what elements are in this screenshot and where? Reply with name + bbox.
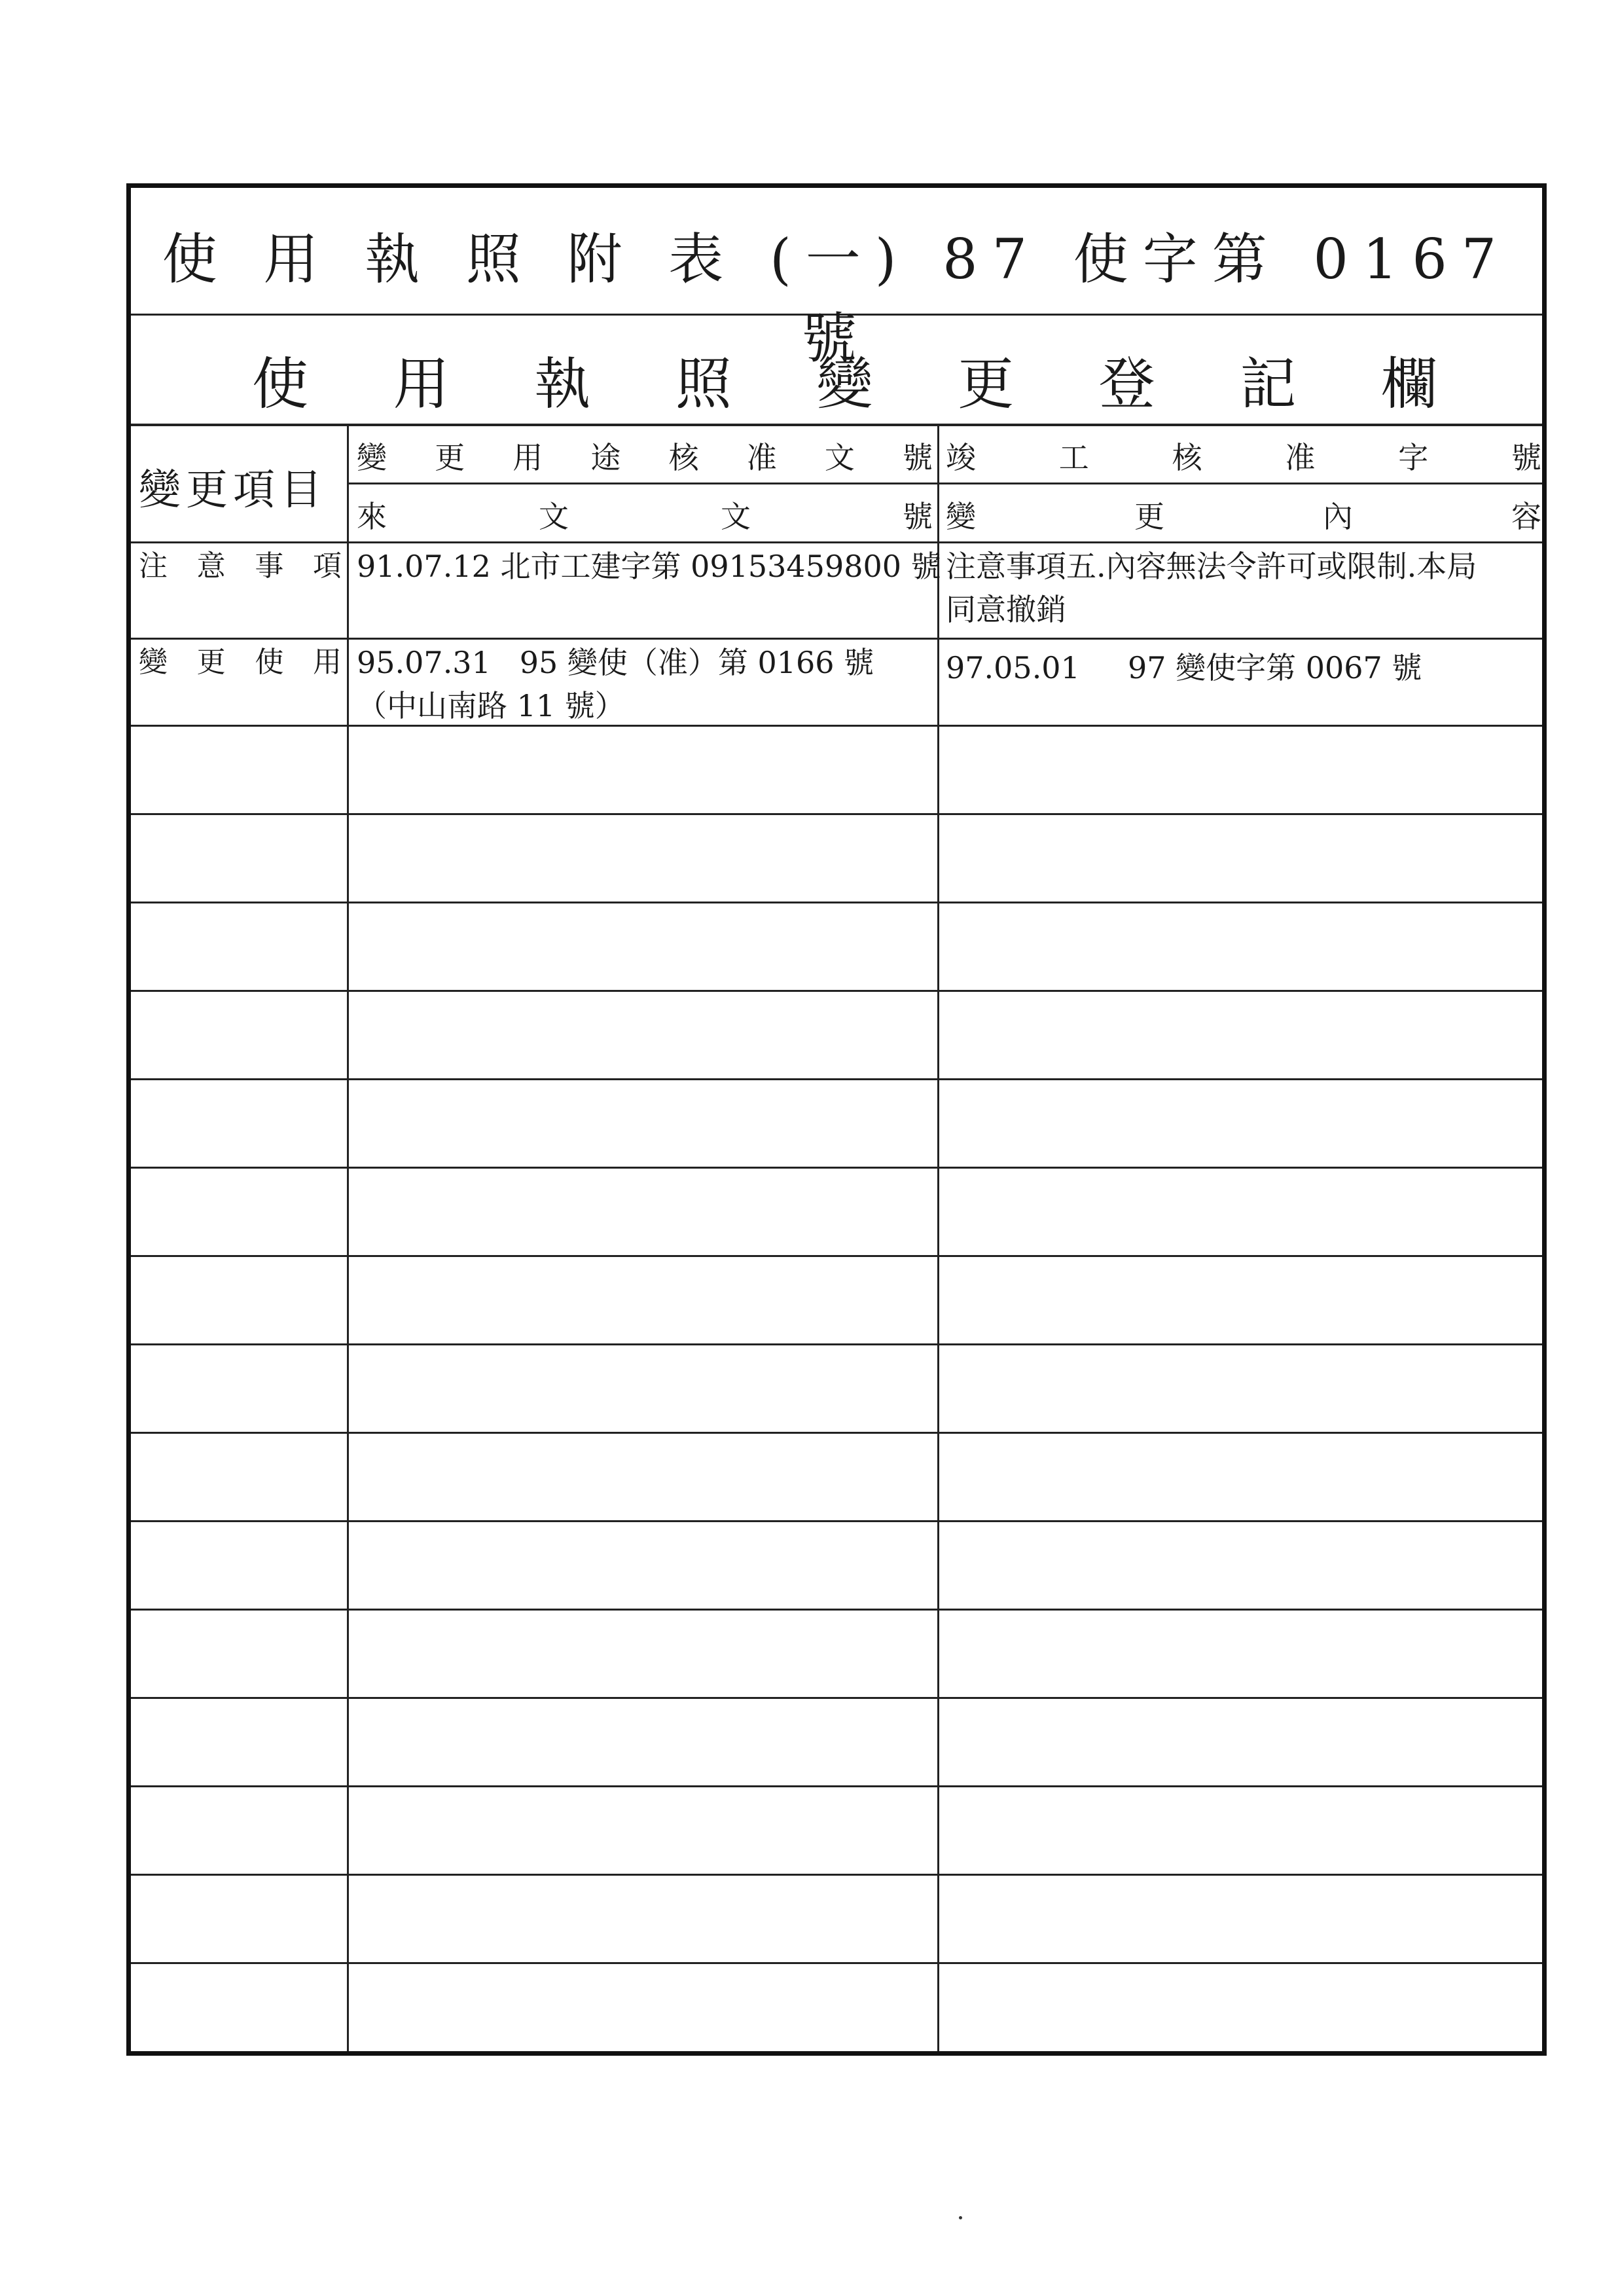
- row-doc-number: 95.07.31 95 變使（准）第 0166 號 （中山南路 11 號）: [357, 645, 874, 723]
- title-row: [131, 188, 1542, 371]
- header-change-item: [139, 456, 327, 517]
- header-char: 核: [668, 440, 699, 475]
- header-char: 號: [1511, 440, 1541, 475]
- header-change-content: [946, 493, 1541, 532]
- row-line: [131, 1255, 1542, 1257]
- header-char: 內: [1323, 499, 1353, 534]
- scan-speck: [959, 2216, 962, 2219]
- section-title-char: 執: [534, 352, 591, 417]
- header-char: 核: [1172, 440, 1202, 475]
- section-title-char: 記: [1240, 352, 1297, 417]
- row-line: [131, 1874, 1542, 1876]
- row-line: [131, 902, 1542, 903]
- header-char: 號: [903, 499, 933, 534]
- header-approval-doc-no: [357, 434, 933, 473]
- row-line: [131, 1609, 1542, 1611]
- item-char: 更: [196, 646, 226, 679]
- item-char: 項: [312, 549, 342, 583]
- row-change-content: 97.05.01 97 變使字第 0067 號: [946, 650, 1422, 685]
- column-divider: [937, 424, 939, 2051]
- item-char: 注: [139, 549, 168, 583]
- header-char: 用: [512, 440, 543, 475]
- row-line: [131, 1432, 1542, 1434]
- subtitle-row: [131, 314, 1542, 426]
- header-char: 項: [233, 466, 280, 515]
- header-char: 變: [946, 499, 976, 534]
- row-line: [131, 1697, 1542, 1699]
- header-incoming-doc-no: [357, 493, 933, 532]
- header-char: 途: [590, 440, 621, 475]
- header-char: 更: [1134, 499, 1164, 534]
- row-line: [131, 1520, 1542, 1522]
- row-line: [131, 1167, 1542, 1169]
- section-title-char: 欄: [1381, 352, 1437, 417]
- header-char: 准: [1285, 440, 1316, 475]
- header-char: 工: [1058, 440, 1089, 475]
- section-title-char: 照: [675, 352, 732, 417]
- header-char: 容: [1511, 499, 1541, 534]
- header-char: 准: [746, 440, 777, 475]
- row-line: [131, 990, 1542, 992]
- row-change-content: 注意事項五.內容無法令許可或限制.本局 同意撤銷: [946, 549, 1477, 627]
- header-char: 號: [902, 440, 933, 475]
- row-line: [131, 725, 1542, 727]
- row-line: [131, 1785, 1542, 1787]
- header-char: 文: [721, 499, 751, 534]
- header-char: 字: [1398, 440, 1429, 475]
- page-title: 使 用 執 照 附 表 (一) 87 使字第 0167 號: [162, 227, 1511, 371]
- header-char: 變: [357, 440, 387, 475]
- header-bottom-line: [131, 541, 1542, 543]
- item-char: 用: [312, 646, 342, 679]
- header-char: 變: [139, 466, 186, 515]
- item-char: 變: [139, 646, 168, 679]
- header-char: 更: [435, 440, 465, 475]
- section-title-char: 使: [252, 352, 308, 417]
- document-frame: [126, 183, 1547, 2056]
- header-char: 文: [539, 499, 569, 534]
- header-char: 竣: [946, 440, 976, 475]
- row-line: [131, 1078, 1542, 1080]
- header-char: 目: [280, 466, 327, 515]
- row-item-label: [139, 641, 342, 684]
- section-title-char: 用: [393, 352, 450, 417]
- header-split-line: [349, 483, 1542, 484]
- row-line: [131, 638, 1542, 640]
- header-completion-approval-no: [946, 434, 1541, 473]
- row-doc-number: 91.07.12 北市工建字第 09153459800 號: [357, 549, 941, 584]
- item-char: 使: [255, 646, 284, 679]
- section-title-char: 更: [958, 352, 1015, 417]
- item-char: 事: [255, 549, 284, 583]
- row-line: [131, 1962, 1542, 1964]
- row-line: [131, 1343, 1542, 1345]
- section-title-char: 變: [816, 352, 873, 417]
- row-item-label: [139, 545, 342, 588]
- row-line: [131, 813, 1542, 815]
- header-char: 更: [186, 466, 233, 515]
- header-char: 來: [357, 499, 387, 534]
- column-divider: [347, 424, 349, 2051]
- item-char: 意: [196, 549, 226, 583]
- section-title-char: 登: [1098, 352, 1155, 417]
- header-char: 文: [824, 440, 855, 475]
- section-title: [131, 338, 1542, 417]
